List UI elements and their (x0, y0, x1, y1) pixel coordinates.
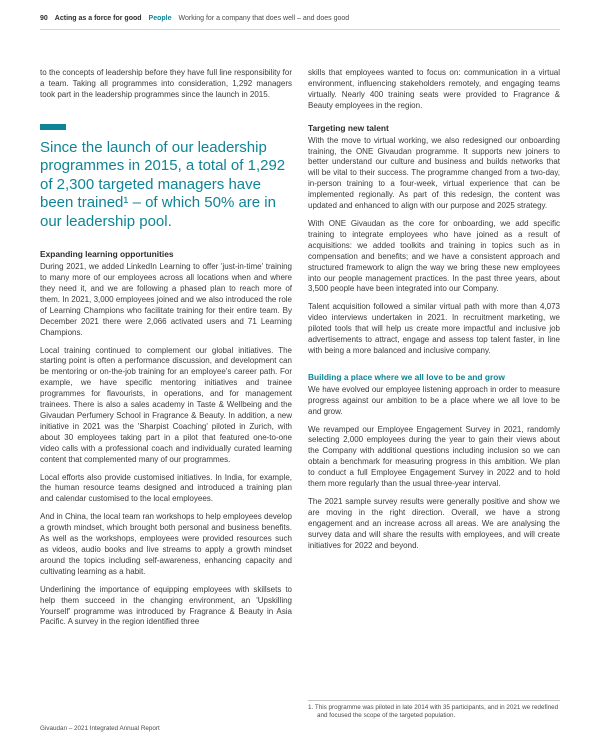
heading-building-a-place: Building a place where we all love to be and grow (308, 371, 505, 382)
header-subtitle: Working for a company that does well – and does good (178, 15, 350, 22)
right-column (308, 68, 560, 720)
section-title: Acting as a force for good (54, 15, 142, 22)
footnote-text: 1. This programme was piloted in late 2014 with 35 participants, and in 2021 we redefined and focused the scope of the targeted population. (308, 704, 559, 719)
paragraph: Local training continued to complement our global initiatives. The starting point is often a performance discussion, and development can be mentoring or on-the-job training for an employee's career path. For example, we have specific mentoring initiatives and trainee programmes for flavourists, in operations, and for management trainees. There is also a sales academy in Taste & Wellbeing and the Givaudan Perfumery School in Fragrance & Beauty. In addition, a new initiative in 2021 was the 'Sharpist Coaching' piloted in Zurich, with about 30 employees taking part in a pilot that featured one-to-one video calls with a professional coach and individually curated learning content that complemented many of our programmes. (40, 345, 292, 464)
paragraph: We revamped our Employee Engagement Survey in 2021, randomly selecting 2,000 employees during the year to gain their views about the Company with additional questions including inclusion so we can obtain a benchmark for measuring progress in this ambition. We plan to conduct a full Employee Engagement Survey in 2022 and to hold them more regularly than the usual three-year interval. (308, 424, 560, 489)
page-number: 90 (40, 15, 48, 22)
paragraph: During 2021, we added LinkedIn Learning to offer 'just-in-time' training to many more of our employees across all locations when and where they need it, and we are following a phased plan to reach more of them. In 2021, 3,000 employees joined and we also introduced the role of Learning Champions who facilitate training for their entire team. By December 2021 there were 2,066 activated users and 71 Learning Champions. (40, 262, 292, 337)
footnote-block (308, 700, 560, 720)
pull-quote-text: Since the launch of our leadership programmes in 2015, a total of 1,292 of 2,300 targeted managers have been trained¹ – of which 50% are in our leadership pool. (40, 138, 286, 230)
heading-expanding-learning: Expanding learning opportunities (40, 249, 174, 260)
paragraph: Local efforts also provide customised initiatives. In India, for example, the human resource teams designed and introduced a training plan and calendar customised to the local employees. (40, 472, 292, 504)
paragraph: We have evolved our employee listening approach in order to measure progress against our ambition to be a place where we all love to be and grow. (308, 384, 560, 416)
paragraph: The 2021 sample survey results were generally positive and show we are moving in the right direction. Overall, we have a strong engagement and an increase across all areas. We are analysing the survey data and will share the results with employees, and will create initiatives for 2022 and beyond. (308, 497, 560, 550)
pull-quote (40, 124, 292, 232)
paragraph-continued: skills that employees wanted to focus on: communication in a virtual environment, influencing stakeholders remotely, and engaging teams virtually. Nearly 400 training seats were provided to Fragrance & Beauty employees in the region. (308, 68, 560, 110)
paragraph: With the move to virtual working, we also redesigned our onboarding training, the ONE Givaudan programme. It supports new joiners to better understand our culture and business and builds networks that will be vital to their success. The programme changed from a two-day, in-person training to a four-week, virtual experience that can be implemented regionally. As part of this redesign, the content was updated and enhanced to align with our purpose and 2025 strategy. (308, 135, 560, 211)
header-rule (40, 29, 560, 30)
paragraph-intro: to the concepts of leadership before they have full line responsibility for a team. Taking all programmes into consideration, 1,292 managers took part in the leadership programmes since the launch in 2015. (40, 68, 292, 99)
quote-accent-bar (40, 124, 66, 130)
paragraph: Underlining the importance of equipping employees with skillsets to help them succeed in the changing environment, an 'Upskilling Yourself' programme was introduced by Fragrance & Beauty in Asia Pacific. A survey in the region identified three (40, 584, 292, 627)
page-content (40, 68, 560, 720)
page-header (40, 14, 560, 23)
page-footer: Givaudan – 2021 Integrated Annual Report (40, 725, 160, 732)
left-column (40, 68, 292, 720)
chapter-label: People (148, 15, 172, 22)
paragraph: Talent acquisition followed a similar virtual path with more than 4,073 video interviews undertaken in 2021. In recruitment marketing, we piloted tools that will help us create more impactful and inclusive job advertisements to attract, engage and assess top talent faster, in line with being a more balanced and inclusive company. (308, 302, 560, 355)
heading-targeting-new-talent: Targeting new talent (308, 122, 389, 133)
paragraph: With ONE Givaudan as the core for onboarding, we add specific training to integrate employees who have joined as a result of acquisitions: we added toolkits and training in topics such as in compensation and benefits; and we have a consistent approach and structured framework to align the way we bring these new employees into our people management practices. In the past three years, about 3,500 people have been integrated into our Company. (308, 218, 560, 294)
paragraph: And in China, the local team ran workshops to help employees develop a growth mindset, which brought both personal and business benefits. As well as the workshops, employees were provided resources such as videos, audio books and live streams to apply a growth mindset around the topics including self-awareness, enhancing capacity and cultivating learning as a habit. (40, 512, 292, 576)
